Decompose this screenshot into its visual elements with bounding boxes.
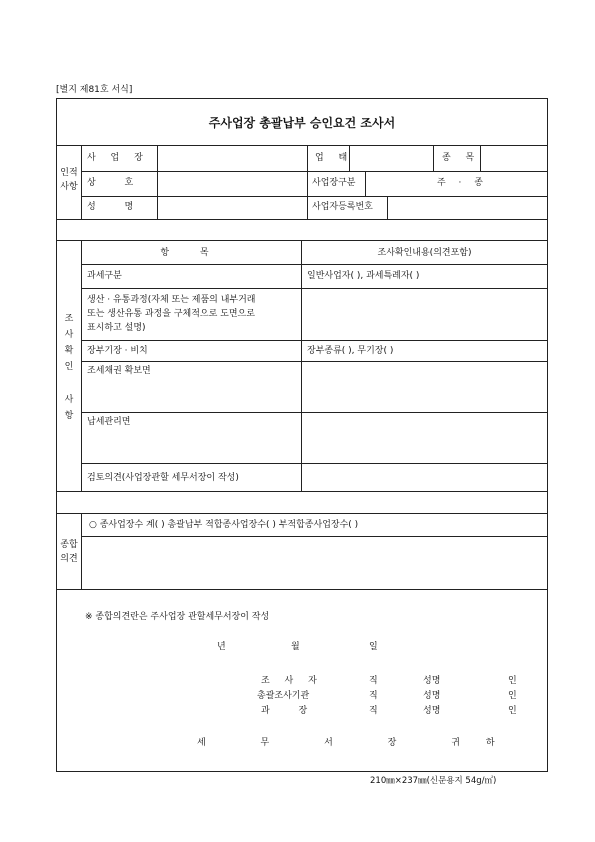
row-tax-claim-content[interactable] <box>302 362 547 412</box>
page-title: 주사업장 총괄납부 승인요건 조사서 <box>208 116 396 130</box>
survey-form <box>56 98 548 772</box>
vline-survey-label <box>81 240 82 491</box>
date-year: 년 <box>217 642 226 652</box>
industry-label: 업 태 <box>315 153 354 163</box>
vline-personal-c6 <box>365 171 366 196</box>
signer-2-seal: 인 <box>508 691 517 701</box>
divider-survey-end <box>57 491 547 492</box>
summary-label-1: 종합 <box>60 540 78 550</box>
divider-summary-start <box>57 513 547 514</box>
recipient-line: 세 무 서 장 귀하 <box>197 738 521 748</box>
signer-2-role: 총괄조사기관 <box>257 691 310 701</box>
survey-label-3: 확 <box>64 346 74 356</box>
date-month: 월 <box>291 642 300 652</box>
personal-section-label-1: 인적 <box>60 168 78 178</box>
row-review-item: 검토의견(사업장관할 세무서장이 작성) <box>87 473 239 483</box>
row-books-content[interactable]: 장부종류( ), 무기장( ) <box>307 346 394 356</box>
survey-label-6: 사 <box>64 395 74 405</box>
col-content-header: 조사확인내용(의견포함) <box>377 248 472 258</box>
summary-count-line[interactable]: ○ 종사업장수 계( ) 총괄납부 적합종사업장수( ) 부적합종사업장수( ) <box>89 520 359 530</box>
name-field[interactable] <box>158 197 307 219</box>
trade-name-field[interactable] <box>158 172 307 196</box>
reg-no-label: 사업자등록번호 <box>312 202 373 212</box>
row-process-content[interactable] <box>302 289 547 340</box>
row-process-item-1: 생산 · 유통과정(자체 또는 제품의 내부거래 <box>87 295 256 305</box>
row-process-item-2: 또는 생산유통 과정을 구체적으로 도면으로 <box>87 309 255 319</box>
survey-label-2: 사 <box>64 330 74 340</box>
row-tax-claim-item: 조세채권 확보면 <box>87 366 151 376</box>
row-books-item: 장부기장 · 비치 <box>87 346 148 356</box>
signer-1-rank: 직 <box>369 676 378 686</box>
col-item-header: 항 목 <box>160 248 223 258</box>
personal-section-label-2: 사항 <box>60 182 78 192</box>
signer-1-seal: 인 <box>508 676 517 686</box>
type-label: 종 목 <box>442 153 481 163</box>
divider-survey-start <box>57 240 547 241</box>
trade-name-label: 상 호 <box>87 178 147 188</box>
summary-label-2: 의견 <box>60 554 78 564</box>
site-class-value[interactable]: 주 · 종 <box>437 178 488 188</box>
divider-summary-end <box>57 589 547 590</box>
row-tax-admin-item: 납세관리면 <box>87 417 131 427</box>
divider-survey-header <box>81 264 547 265</box>
survey-label-4: 인 <box>64 362 74 372</box>
type-field[interactable] <box>481 146 547 171</box>
signer-3-name: 성명 <box>423 706 441 716</box>
signer-1-name: 성명 <box>423 676 441 686</box>
industry-field[interactable] <box>350 146 433 171</box>
row-tax-class-content[interactable]: 일반사업자( ), 과세특례자( ) <box>307 271 420 281</box>
row-tax-admin-content[interactable] <box>302 413 547 463</box>
survey-label-1: 조 <box>64 314 74 324</box>
form-number-label: [별지 제81호 서식] <box>56 85 133 95</box>
signer-3-rank: 직 <box>369 706 378 716</box>
signer-1-role: 조 사 자 <box>261 676 323 686</box>
signer-2-name: 성명 <box>423 691 441 701</box>
row-tax-class-item: 과세구분 <box>87 271 122 281</box>
row-review-content[interactable] <box>302 464 547 491</box>
divider-survey-r2 <box>81 340 547 341</box>
vline-personal-label <box>81 145 82 219</box>
vline-personal-c4 <box>433 145 434 171</box>
divider-row1 <box>81 171 547 172</box>
reg-no-field[interactable] <box>388 197 547 219</box>
signer-2-rank: 직 <box>369 691 378 701</box>
business-name-field[interactable] <box>158 146 307 171</box>
signer-3-seal: 인 <box>508 706 517 716</box>
row-process-item-3: 표시하고 설명) <box>87 323 146 333</box>
summary-note: ※ 종합의견란은 주사업장 관할세무서장이 작성 <box>85 612 270 622</box>
signer-3-role: 과 장 <box>261 706 321 716</box>
business-name-label: 사 업 장 <box>87 153 149 163</box>
survey-label-7: 항 <box>64 411 74 421</box>
divider-personal-end <box>57 219 547 220</box>
date-day: 일 <box>369 642 378 652</box>
site-class-label: 사업장구분 <box>312 178 356 188</box>
summary-opinion-field[interactable] <box>82 537 547 589</box>
paper-spec: 210㎜×237㎜(신문용지 54g/㎡) <box>370 776 497 786</box>
vline-personal-c2 <box>307 145 308 219</box>
name-label: 성 명 <box>87 202 147 212</box>
